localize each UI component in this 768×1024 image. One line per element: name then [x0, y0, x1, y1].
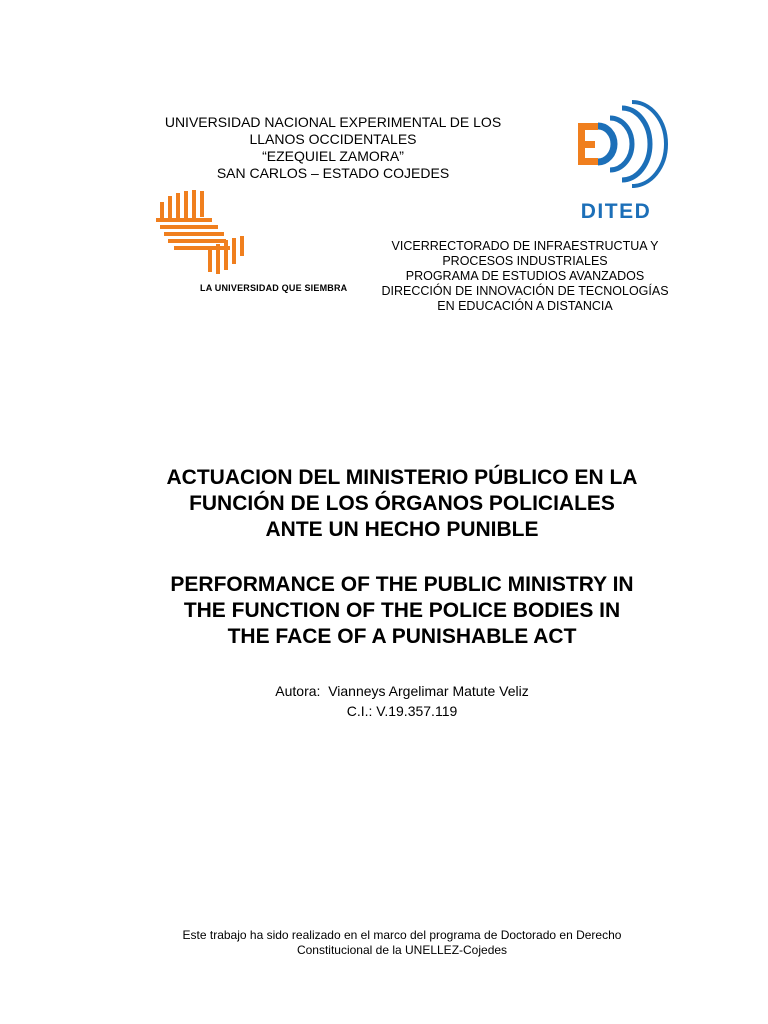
author-block: [200, 681, 604, 721]
dited-logo-text: DITED: [580, 200, 652, 223]
title-english-line-3: THE FACE OF A PUNISHABLE ACT: [227, 625, 577, 648]
department-line-5: EN EDUCACIÓN A DISTANCIA: [437, 299, 613, 313]
footer-line-1: Este trabajo ha sido realizado en el marco del programa de Doctorado en Derecho: [182, 928, 622, 942]
department-line-4: DIRECCIÓN DE INNOVACIÓN DE TECNOLOGÍAS: [381, 284, 669, 298]
author-name: Autora: Vianneys Argelimar Matute Veliz: [275, 683, 529, 699]
title-spanish-line-3: ANTE UN HECHO PUNIBLE: [265, 518, 539, 541]
university-name-line-3: “EZEQUIEL ZAMORA”: [262, 148, 404, 164]
university-location: SAN CARLOS – ESTADO COJEDES: [216, 165, 450, 181]
title-english-line-2: THE FUNCTION OF THE POLICE BODIES IN: [183, 599, 621, 622]
title-spanish-line-1: ACTUACION DEL MINISTERIO PÚBLICO EN LA: [166, 466, 638, 489]
department-block: [350, 239, 700, 314]
unellez-logo-icon: [152, 188, 252, 280]
title-english-line-1: PERFORMANCE OF THE PUBLIC MINISTRY IN: [170, 573, 634, 596]
title-spanish-line-2: FUNCIÓN DE LOS ÓRGANOS POLICIALES: [189, 492, 615, 515]
title-english: [100, 572, 704, 650]
university-name-line-2: LLANOS OCCIDENTALES: [249, 131, 417, 147]
footer-note: [120, 928, 684, 958]
author-id: C.I.: V.19.357.119: [346, 703, 458, 719]
department-line-1: VICERRECTORADO DE INFRAESTRUCTUA Y: [391, 239, 659, 253]
unellez-tagline: LA UNIVERSIDAD QUE SIEMBRA: [200, 283, 348, 293]
footer-line-2: Constitucional de la UNELLEZ-Cojedes: [296, 943, 508, 957]
department-line-2: PROCESOS INDUSTRIALES: [442, 254, 608, 268]
department-line-3: PROGRAMA DE ESTUDIOS AVANZADOS: [405, 269, 645, 283]
university-name-line-1: UNIVERSIDAD NACIONAL EXPERIMENTAL DE LOS: [164, 114, 502, 130]
university-header: [150, 114, 516, 182]
title-spanish: [100, 465, 704, 543]
